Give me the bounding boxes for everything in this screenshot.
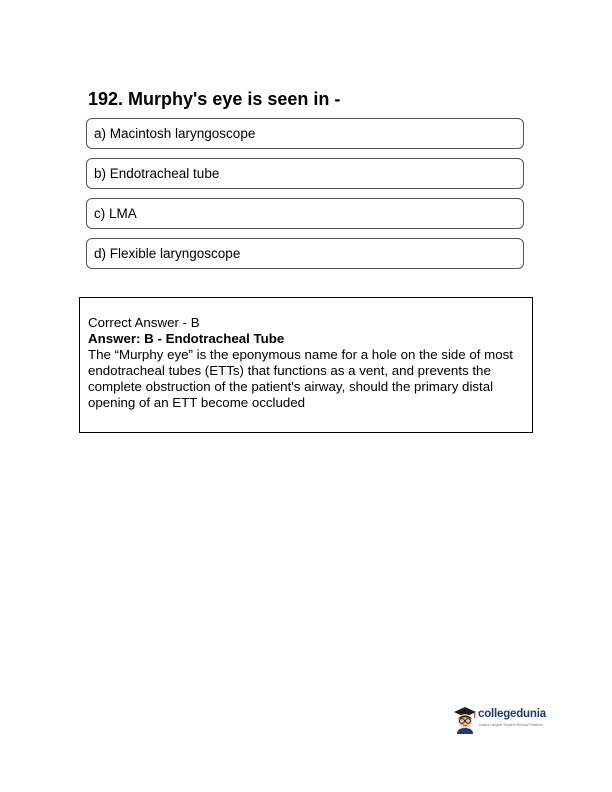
answer-box (79, 297, 533, 433)
answer-explanation: The “Murphy eye” is the eponymous name for a hole on the side of most endotracheal tubes (ETTs) that functions as a vent, and prevents the complete obstruction of the patient's airway, should the primary distal opening of an ETT become occluded (88, 347, 513, 410)
option-d[interactable]: d) Flexible laryngoscope (86, 238, 524, 269)
answer-line: Answer: B - Endotracheal Tube (88, 331, 285, 346)
correct-answer-line: Correct Answer - B (88, 315, 200, 330)
option-b[interactable]: b) Endotracheal tube (86, 158, 524, 189)
collegedunia-logo[interactable] (453, 704, 563, 740)
option-a[interactable]: a) Macintosh laryngoscope (86, 118, 524, 149)
logo-tagline: India's Largest Student Review Platform (479, 723, 543, 727)
option-c[interactable]: c) LMA (86, 198, 524, 229)
logo-wordmark: collegedunia (478, 708, 546, 720)
question-title: 192. Murphy's eye is seen in - (88, 89, 341, 109)
graduate-mascot-icon (453, 706, 477, 734)
